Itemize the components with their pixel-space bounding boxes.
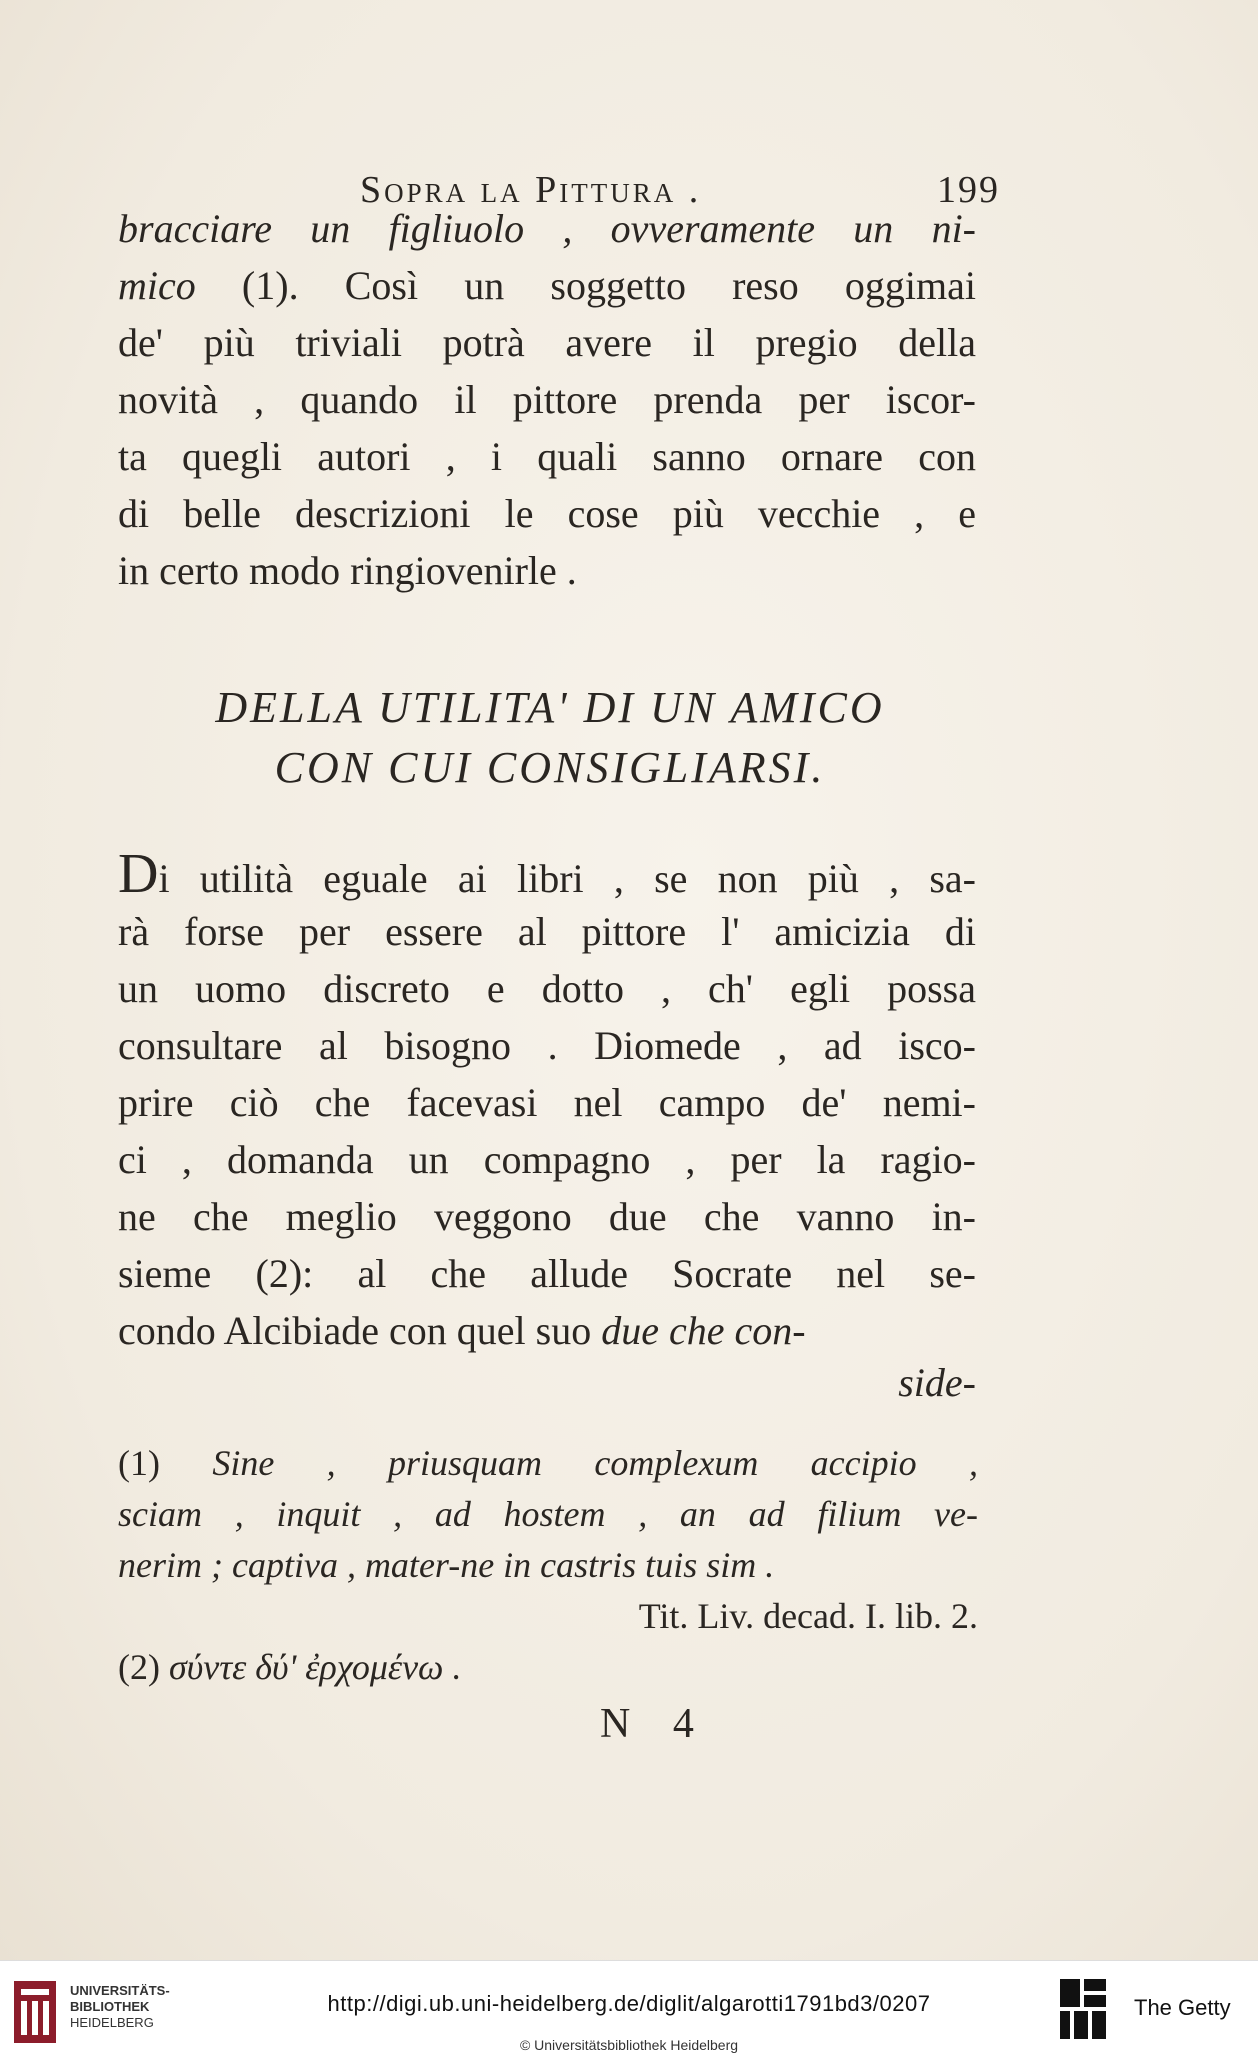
text-segment: sieme (2): al che allude Socrate nel se- xyxy=(118,1251,976,1296)
text-segment: de' più triviali potrà avere il pregio della xyxy=(118,320,976,365)
text-line xyxy=(118,1131,976,1188)
text-line xyxy=(118,542,976,599)
text-segment: in certo modo ringiovenirle . xyxy=(118,548,577,593)
text-segment: (1) xyxy=(118,1443,213,1483)
text-line xyxy=(118,1540,978,1591)
text-segment: due che con- xyxy=(601,1308,806,1353)
footnote-2 xyxy=(118,1642,978,1693)
text-line xyxy=(118,371,976,428)
text-line xyxy=(118,1017,976,1074)
heading-line-2: CON CUI CONSIGLIARSI. xyxy=(274,743,826,792)
text-segment: bracciare un figliuolo , ovveramente un ni- xyxy=(118,206,976,251)
text-line xyxy=(118,1302,976,1359)
footnote-2-greek: σύντε δύ' ἐρχομένω . xyxy=(168,1647,462,1687)
text-line xyxy=(118,843,976,905)
text-line xyxy=(118,314,976,371)
body-text-top xyxy=(118,200,976,599)
first-line-rest: i utilità eguale ai libri , se non più , sa- xyxy=(158,856,976,901)
text-segment: novità , quando il pittore prenda per iscor- xyxy=(118,377,976,422)
text-segment: condo Alcibiade con quel suo xyxy=(118,1308,602,1353)
text-line xyxy=(118,1489,978,1540)
text-segment: ci , domanda un compagno , per la ragio- xyxy=(118,1137,976,1182)
getty-logo xyxy=(1058,1977,1108,2043)
copyright-notice: © Universitätsbibliothek Heidelberg xyxy=(519,2037,739,2053)
text-line xyxy=(118,428,976,485)
text-line xyxy=(118,1438,978,1489)
text-segment: consultare al bisogno . Diomede , ad isco- xyxy=(118,1023,976,1068)
text-segment: ta quegli autori , i quali sanno ornare con xyxy=(118,434,976,479)
institution-line-2: BIBLIOTHEK xyxy=(70,1999,150,2014)
text-segment: (1). Così un soggetto reso oggimai xyxy=(195,263,976,308)
text-segment: di belle descrizioni le cose più vecchie , e xyxy=(118,491,976,536)
catchword: side- xyxy=(898,1360,976,1405)
page-number: 199 xyxy=(937,169,1000,211)
section-body-text xyxy=(118,843,976,1359)
text-segment: prire ciò che facevasi nel campo de' nemi- xyxy=(118,1080,976,1125)
footnote-1-source: Tit. Liv. decad. I. lib. 2. xyxy=(638,1596,978,1636)
permalink[interactable]: http://digi.ub.uni-heidelberg.de/diglit/algarotti1791bd3/0207 xyxy=(327,1991,931,2016)
text-segment: mico xyxy=(118,263,196,308)
partner-name: The Getty xyxy=(1134,1995,1231,2020)
footnote-2-number: (2) xyxy=(118,1647,160,1687)
footnotes xyxy=(118,1438,978,1693)
catchword-wrap xyxy=(118,1359,976,1406)
text-line xyxy=(118,200,976,257)
drop-cap: D xyxy=(118,843,159,905)
text-segment: Sine , priusquam complexum accipio , xyxy=(212,1443,978,1483)
text-line xyxy=(118,485,976,542)
signature-mark: N 4 xyxy=(600,1701,710,1747)
text-segment: un uomo discreto e dotto , ch' egli possa xyxy=(118,966,976,1011)
text-segment: nerim ; captiva , mater-ne in castris tuis sim . xyxy=(118,1545,775,1585)
text-segment: ne che meglio veggono due che vanno in- xyxy=(118,1194,976,1239)
footer-bar xyxy=(0,1960,1258,2069)
footnote-1 xyxy=(118,1438,978,1591)
text-line xyxy=(118,1074,976,1131)
heading-line-1: DELLA UTILITA' DI UN AMICO xyxy=(215,683,885,732)
institution-line-3: HEIDELBERG xyxy=(70,2015,154,2030)
text-segment: sciam , inquit , ad hostem , an ad filium ve- xyxy=(118,1494,978,1534)
running-title: Sopra la Pittura . xyxy=(360,169,702,211)
institution-line-1: UNIVERSITÄTS- xyxy=(70,1983,170,1998)
section-heading xyxy=(120,678,980,798)
text-line xyxy=(118,960,976,1017)
text-line xyxy=(118,903,976,960)
text-line xyxy=(118,1188,976,1245)
text-line xyxy=(118,257,976,314)
text-line xyxy=(118,1245,976,1302)
text-segment: rà forse per essere al pittore l' amicizia di xyxy=(118,909,976,954)
